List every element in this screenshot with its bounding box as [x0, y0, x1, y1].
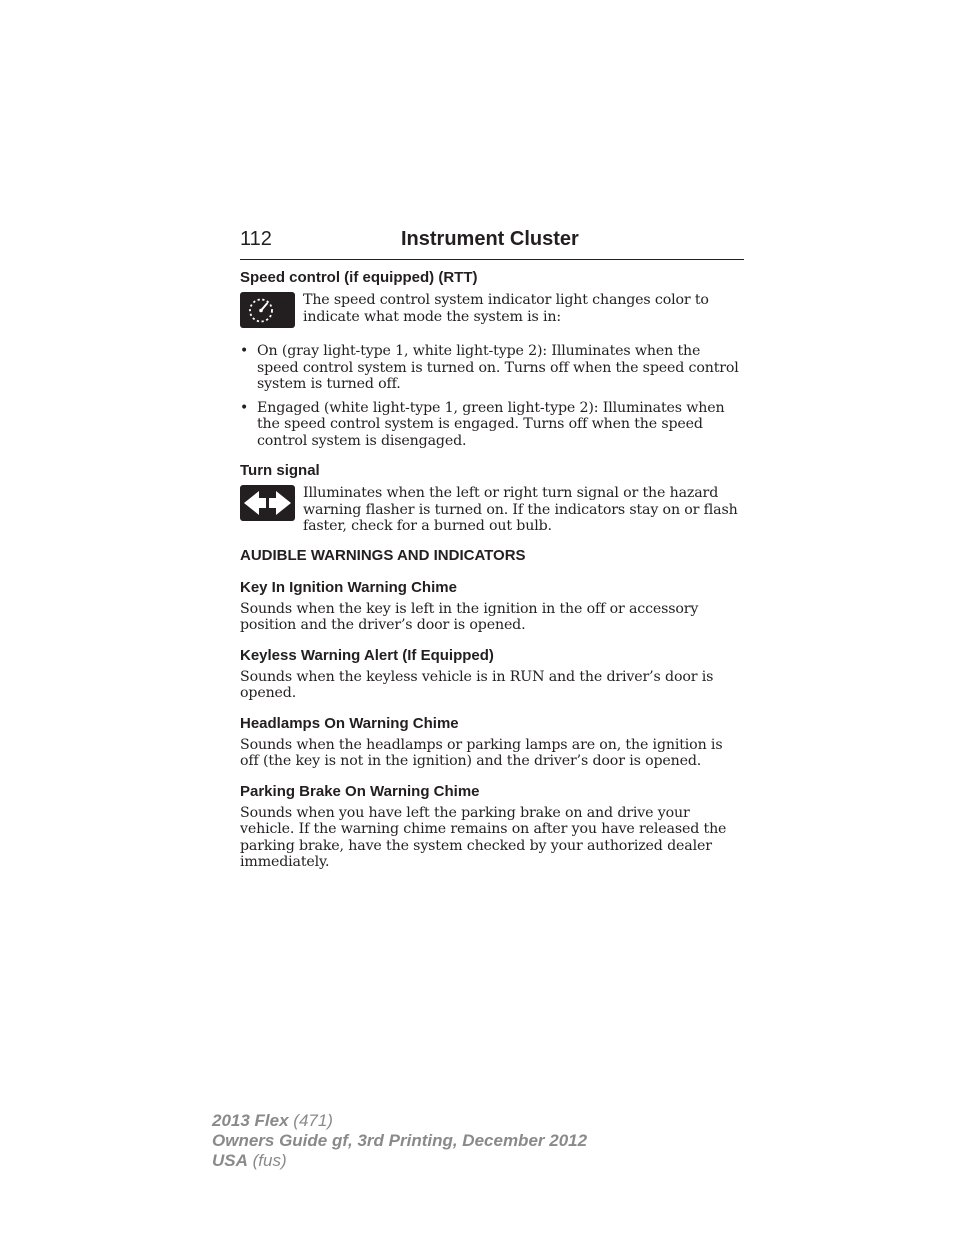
- page-number: 112: [240, 228, 272, 250]
- bullet-icon: •: [240, 343, 249, 359]
- speed-control-indicator-row: [240, 292, 744, 328]
- parking-brake-warning-text: Sounds when you have left the parking brake on and drive your vehicle. If the warning chime remains on after you have released the parking brake, have the system checked by your authorized dealer immediately.: [240, 804, 727, 870]
- footer-guide-edition: Owners Guide gf, 3rd Printing, December 2012: [212, 1131, 588, 1150]
- headlamps-warning-text: Sounds when the headlamps or parking lamps are on, the ignition is off (the key is not in the ignition) and the driver’s door is opened.: [240, 736, 723, 769]
- page-footer: [212, 1111, 587, 1171]
- chapter-title: Instrument Cluster: [401, 228, 579, 250]
- list-item: [240, 400, 744, 450]
- turn-signal-heading: Turn signal: [240, 462, 320, 479]
- keyless-warning-text: Sounds when the keyless vehicle is in RUN and the driver’s door is opened.: [240, 668, 714, 701]
- footer-market: USA: [212, 1151, 248, 1170]
- speedometer-icon: [240, 292, 295, 328]
- key-in-ignition-text: Sounds when the key is left in the ignition in the off or accessory position and the driver’s door is opened.: [240, 600, 699, 633]
- speed-control-heading: Speed control (if equipped) (RTT): [240, 269, 478, 286]
- headlamps-warning-heading: Headlamps On Warning Chime: [240, 714, 459, 732]
- page-content: [240, 228, 744, 871]
- footer-model-code: (471): [288, 1111, 333, 1130]
- keyless-warning-heading: Keyless Warning Alert (If Equipped): [240, 646, 494, 664]
- footer-market-code: (fus): [247, 1151, 287, 1170]
- speed-control-intro: The speed control system indicator light changes color to indicate what mode the system is in:: [303, 292, 709, 325]
- audible-warnings-heading: AUDIBLE WARNINGS AND INDICATORS: [240, 546, 526, 564]
- key-in-ignition-heading: Key In Ignition Warning Chime: [240, 578, 457, 596]
- page-header: [240, 228, 744, 260]
- footer-model-line: [212, 1111, 587, 1131]
- footer-market-line: [212, 1151, 587, 1171]
- footer-model: 2013 Flex: [212, 1111, 289, 1130]
- turn-signal-indicator-row: [240, 485, 744, 535]
- parking-brake-warning-heading: Parking Brake On Warning Chime: [240, 782, 480, 800]
- turn-signal-description: Illuminates when the left or right turn signal or the hazard warning flasher is turned on. If the indicators stay on or flash faster, check for a burned out bulb.: [303, 485, 738, 534]
- list-item: [240, 343, 744, 393]
- list-item-text: Engaged (white light-type 1, green light-type 2): Illuminates when the speed control system is engaged. Turns off when the speed control system is disengaged.: [257, 399, 725, 449]
- list-item-text: On (gray light-type 1, white light-type 2): Illuminates when the speed control system is turned on. Turns off when the speed control system is turned off.: [257, 343, 739, 392]
- speed-control-modes-list: [240, 343, 744, 449]
- turn-signal-arrows-icon: [240, 485, 295, 521]
- bullet-icon: •: [240, 399, 249, 416]
